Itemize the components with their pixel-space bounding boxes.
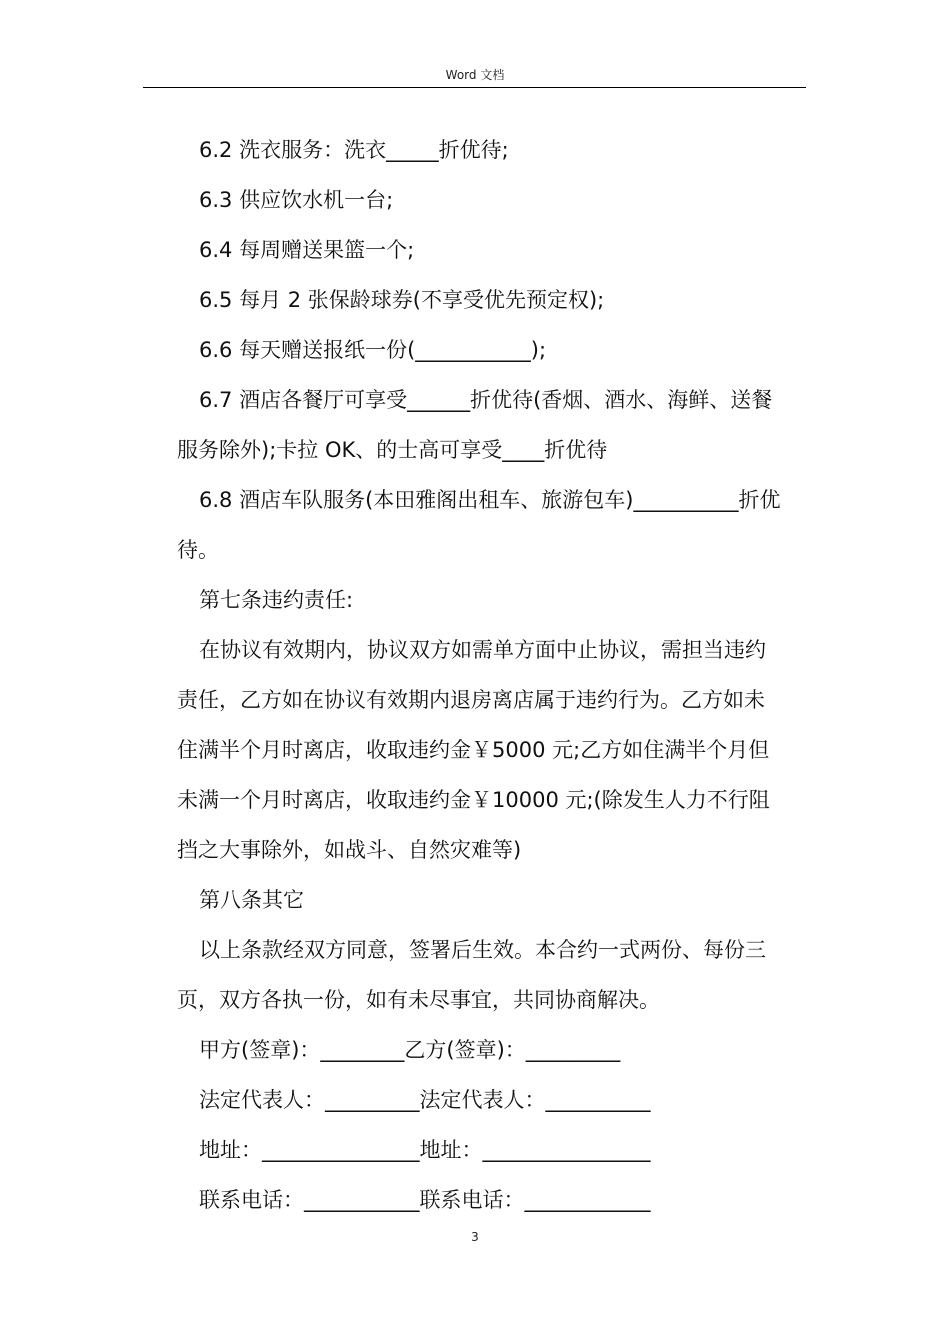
- clause-6-3-water-dispenser: 6.3 供应饮水机一台;: [199, 188, 394, 212]
- article-8-heading: 第八条其它: [199, 888, 304, 912]
- article-7-paragraph-line: 责任，乙方如在协议有效期内退房离店属于违约行为。乙方如未: [177, 688, 765, 712]
- article-8-paragraph-line: 页，双方各执一份，如有未尽事宜，共同协商解决。: [177, 988, 660, 1012]
- clause-6-2-laundry: 6.2 洗衣服务：洗衣_____折优待;: [199, 138, 509, 162]
- legal-representative-row: 法定代表人：_________法定代表人：__________: [199, 1088, 651, 1112]
- address-row: 地址：_______________地址：________________: [199, 1138, 651, 1162]
- article-7-heading: 第七条违约责任:: [199, 588, 354, 612]
- article-8-paragraph-line: 以上条款经双方同意，签署后生效。本合约一式两份、每份三: [199, 938, 766, 962]
- article-7-paragraph-line: 未满一个月时离店，收取违约金￥10000 元;(除发生人力不行阻: [177, 788, 770, 812]
- clause-6-6-newspaper: 6.6 每天赠送报纸一份(___________);: [199, 338, 547, 362]
- document-body: [177, 125, 807, 1225]
- clause-6-5-bowling-tickets: 6.5 每月 2 张保龄球券(不享受优先预定权);: [199, 288, 605, 312]
- clause-6-4-fruit-basket: 6.4 每周赠送果篮一个;: [199, 238, 415, 262]
- clause-6-8-car-service: 6.8 酒店车队服务(本田雅阁出租车、旅游包车)__________折优: [199, 488, 781, 512]
- article-7-paragraph-line: 挡之大事除外，如战斗、自然灾难等): [177, 838, 522, 862]
- clause-6-7-restaurants: 6.7 酒店各餐厅可享受______折优待(香烟、酒水、海鲜、送餐: [199, 388, 773, 412]
- clause-6-8-continued: 待。: [177, 538, 219, 562]
- page-number: 3: [471, 1230, 479, 1244]
- page-header-title: Word 文档: [445, 68, 505, 82]
- article-7-paragraph-line: 在协议有效期内，协议双方如需单方面中止协议，需担当违约: [199, 638, 766, 662]
- header-divider: [143, 87, 806, 88]
- signature-party-row: 甲方(签章)：________乙方(签章)：_________: [199, 1038, 621, 1062]
- contact-phone-row: 联系电话：___________联系电话：____________: [199, 1188, 651, 1212]
- clause-6-7-continued: 服务除外);卡拉 OK、的士高可享受____折优待: [177, 438, 608, 462]
- article-7-paragraph-line: 住满半个月时离店，收取违约金￥5000 元;乙方如住满半个月但: [177, 738, 770, 762]
